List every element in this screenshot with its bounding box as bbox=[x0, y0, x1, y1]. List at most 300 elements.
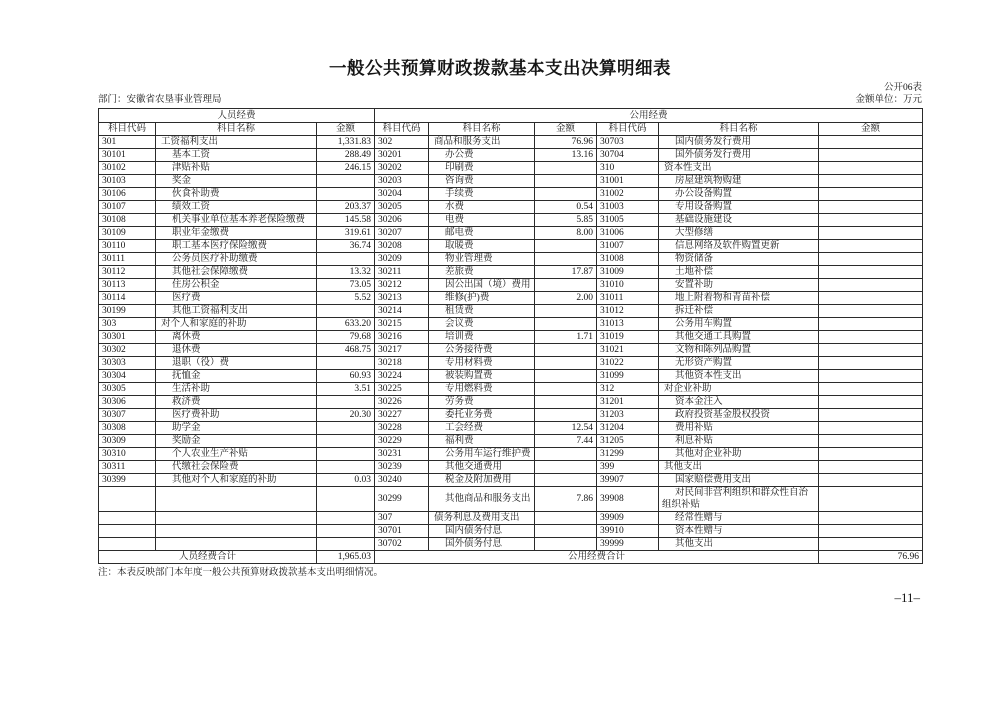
subject-name: 手续费 bbox=[429, 188, 535, 201]
subject-name: 资本金注入 bbox=[659, 396, 819, 409]
subject-code: 30305 bbox=[99, 383, 156, 396]
subject-code: 30207 bbox=[375, 227, 429, 240]
section-header-row bbox=[99, 109, 923, 123]
subject-code: 30107 bbox=[99, 201, 156, 214]
subject-name: 债务利息及费用支出 bbox=[429, 512, 535, 525]
amount-value bbox=[819, 227, 923, 240]
amount-value bbox=[819, 266, 923, 279]
table-row bbox=[99, 538, 923, 551]
amount-value bbox=[535, 512, 597, 525]
subject-name: 商品和服务支出 bbox=[429, 136, 535, 149]
subject-name: 奖金 bbox=[156, 175, 317, 188]
subject-name: 机关事业单位基本养老保险缴费 bbox=[156, 214, 317, 227]
table-row bbox=[99, 422, 923, 435]
table-row bbox=[99, 292, 923, 305]
unit-label: 金额单位：万元 bbox=[855, 95, 922, 105]
table-row bbox=[99, 331, 923, 344]
subject-code: 31205 bbox=[597, 435, 659, 448]
amount-value bbox=[535, 538, 597, 551]
subject-code: 30215 bbox=[375, 318, 429, 331]
amount-value: 73.05 bbox=[317, 279, 375, 292]
table-row bbox=[99, 279, 923, 292]
amount-value bbox=[535, 525, 597, 538]
table-row bbox=[99, 461, 923, 474]
col-header-code: 科目代码 bbox=[375, 123, 429, 136]
subject-code: 30302 bbox=[99, 344, 156, 357]
subject-code: 307 bbox=[375, 512, 429, 525]
subject-code: 30229 bbox=[375, 435, 429, 448]
subject-code: 30206 bbox=[375, 214, 429, 227]
col-header-code: 科目代码 bbox=[597, 123, 659, 136]
subject-code: 31022 bbox=[597, 357, 659, 370]
subject-code: 30307 bbox=[99, 409, 156, 422]
subject-code: 39908 bbox=[597, 487, 659, 512]
subject-name: 拆迁补偿 bbox=[659, 305, 819, 318]
amount-value bbox=[317, 422, 375, 435]
amount-value: 79.68 bbox=[317, 331, 375, 344]
amount-value: 468.75 bbox=[317, 344, 375, 357]
subject-name: 税金及附加费用 bbox=[429, 474, 535, 487]
subject-code: 30225 bbox=[375, 383, 429, 396]
amount-value: 3.51 bbox=[317, 383, 375, 396]
amount-value bbox=[819, 357, 923, 370]
table-row bbox=[99, 409, 923, 422]
amount-value bbox=[819, 396, 923, 409]
subject-name: 国内债务付息 bbox=[429, 525, 535, 538]
subject-code: 31005 bbox=[597, 214, 659, 227]
subject-name: 无形资产购置 bbox=[659, 357, 819, 370]
subject-name: 伙食补助费 bbox=[156, 188, 317, 201]
subject-code: 30216 bbox=[375, 331, 429, 344]
amount-value bbox=[819, 435, 923, 448]
table-body bbox=[99, 136, 923, 551]
subject-code: 39999 bbox=[597, 538, 659, 551]
amount-value bbox=[535, 474, 597, 487]
subject-name bbox=[156, 512, 317, 525]
amount-value bbox=[819, 487, 923, 512]
subject-name: 因公出国（境）费用 bbox=[429, 279, 535, 292]
amount-value: 203.37 bbox=[317, 201, 375, 214]
amount-value: 20.30 bbox=[317, 409, 375, 422]
subject-name: 水费 bbox=[429, 201, 535, 214]
amount-value bbox=[819, 201, 923, 214]
subject-code: 30111 bbox=[99, 253, 156, 266]
amount-value: 288.49 bbox=[317, 149, 375, 162]
amount-value bbox=[535, 162, 597, 175]
amount-value bbox=[535, 240, 597, 253]
subject-code: 30203 bbox=[375, 175, 429, 188]
amount-value: 7.44 bbox=[535, 435, 597, 448]
subject-name: 政府投资基金股权投资 bbox=[659, 409, 819, 422]
subject-code: 30399 bbox=[99, 474, 156, 487]
subject-code: 30113 bbox=[99, 279, 156, 292]
subject-code: 30106 bbox=[99, 188, 156, 201]
subject-code: 30309 bbox=[99, 435, 156, 448]
table-row bbox=[99, 512, 923, 525]
subject-code: 31099 bbox=[597, 370, 659, 383]
subject-name: 国家赔偿费用支出 bbox=[659, 474, 819, 487]
amount-value bbox=[535, 370, 597, 383]
amount-value: 5.85 bbox=[535, 214, 597, 227]
subject-code: 30299 bbox=[375, 487, 429, 512]
table-row bbox=[99, 344, 923, 357]
amount-value bbox=[819, 512, 923, 525]
page-number: –11– bbox=[894, 590, 920, 605]
budget-table bbox=[98, 108, 923, 564]
amount-value bbox=[535, 253, 597, 266]
subject-name: 职业年金缴费 bbox=[156, 227, 317, 240]
subject-name: 公务用车购置 bbox=[659, 318, 819, 331]
subject-code: 30224 bbox=[375, 370, 429, 383]
amount-value bbox=[317, 175, 375, 188]
amount-value bbox=[317, 253, 375, 266]
subject-code: 31008 bbox=[597, 253, 659, 266]
amount-value bbox=[819, 136, 923, 149]
subject-name: 专用燃料费 bbox=[429, 383, 535, 396]
amount-value bbox=[535, 305, 597, 318]
subject-code: 31021 bbox=[597, 344, 659, 357]
subject-name: 救济费 bbox=[156, 396, 317, 409]
amount-value bbox=[535, 357, 597, 370]
public-total-label: 公用经费合计 bbox=[375, 551, 819, 564]
col-header-amount: 金额 bbox=[535, 123, 597, 136]
subject-name: 邮电费 bbox=[429, 227, 535, 240]
table-row bbox=[99, 175, 923, 188]
subject-name: 其他交通工具购置 bbox=[659, 331, 819, 344]
subject-code: 30240 bbox=[375, 474, 429, 487]
subject-code: 312 bbox=[597, 383, 659, 396]
table-row bbox=[99, 188, 923, 201]
col-header-amount: 金额 bbox=[317, 123, 375, 136]
amount-value bbox=[819, 383, 923, 396]
subject-name: 其他社会保障缴费 bbox=[156, 266, 317, 279]
subject-name: 其他对企业补助 bbox=[659, 448, 819, 461]
subject-code: 31204 bbox=[597, 422, 659, 435]
subject-code bbox=[99, 512, 156, 525]
subject-code: 39907 bbox=[597, 474, 659, 487]
subject-name: 差旅费 bbox=[429, 266, 535, 279]
amount-value: 0.54 bbox=[535, 201, 597, 214]
subject-name: 土地补偿 bbox=[659, 266, 819, 279]
subject-code: 30231 bbox=[375, 448, 429, 461]
table-row bbox=[99, 357, 923, 370]
table-row bbox=[99, 318, 923, 331]
subject-code: 30306 bbox=[99, 396, 156, 409]
table-row bbox=[99, 149, 923, 162]
subject-name: 培训费 bbox=[429, 331, 535, 344]
amount-value: 1.71 bbox=[535, 331, 597, 344]
subject-code: 31019 bbox=[597, 331, 659, 344]
table-row bbox=[99, 240, 923, 253]
subject-code: 31007 bbox=[597, 240, 659, 253]
public-total-value: 76.96 bbox=[819, 551, 923, 564]
subject-name: 地上附着物和青苗补偿 bbox=[659, 292, 819, 305]
amount-value bbox=[819, 175, 923, 188]
table-row bbox=[99, 253, 923, 266]
subject-code: 30208 bbox=[375, 240, 429, 253]
table-row bbox=[99, 214, 923, 227]
table-row bbox=[99, 370, 923, 383]
subject-name: 住房公积金 bbox=[156, 279, 317, 292]
subject-code: 31010 bbox=[597, 279, 659, 292]
subject-code: 30226 bbox=[375, 396, 429, 409]
amount-value: 17.87 bbox=[535, 266, 597, 279]
subject-name: 工资福利支出 bbox=[156, 136, 317, 149]
subject-code: 30109 bbox=[99, 227, 156, 240]
subject-code: 31203 bbox=[597, 409, 659, 422]
table-row bbox=[99, 266, 923, 279]
amount-value bbox=[535, 396, 597, 409]
subject-name: 公务用车运行维护费 bbox=[429, 448, 535, 461]
subject-code: 39909 bbox=[597, 512, 659, 525]
subject-code: 30108 bbox=[99, 214, 156, 227]
subject-code: 31001 bbox=[597, 175, 659, 188]
subject-name: 基本工资 bbox=[156, 149, 317, 162]
subject-name: 其他对个人和家庭的补助 bbox=[156, 474, 317, 487]
subject-code: 31006 bbox=[597, 227, 659, 240]
table-row bbox=[99, 525, 923, 538]
amount-value: 36.74 bbox=[317, 240, 375, 253]
subject-name: 房屋建筑物购建 bbox=[659, 175, 819, 188]
subject-name: 离休费 bbox=[156, 331, 317, 344]
column-header-row bbox=[99, 123, 923, 136]
table-note: 注：本表反映部门本年度一般公共预算财政拨款基本支出明细情况。 bbox=[98, 568, 384, 578]
subject-code: 30303 bbox=[99, 357, 156, 370]
amount-value bbox=[535, 188, 597, 201]
subject-name: 其他支出 bbox=[659, 461, 819, 474]
subject-code: 31003 bbox=[597, 201, 659, 214]
subject-name: 奖励金 bbox=[156, 435, 317, 448]
table-row bbox=[99, 487, 923, 512]
amount-value bbox=[317, 461, 375, 474]
subject-name: 绩效工资 bbox=[156, 201, 317, 214]
subject-name bbox=[156, 525, 317, 538]
amount-value bbox=[317, 305, 375, 318]
subject-name: 办公费 bbox=[429, 149, 535, 162]
subject-name: 大型修缮 bbox=[659, 227, 819, 240]
subject-code: 31299 bbox=[597, 448, 659, 461]
subject-name: 代缴社会保险费 bbox=[156, 461, 317, 474]
subject-code: 30704 bbox=[597, 149, 659, 162]
table-row bbox=[99, 396, 923, 409]
amount-value bbox=[317, 396, 375, 409]
table-row bbox=[99, 136, 923, 149]
subject-name: 对民间非营利组织和群众性自治组织补贴 bbox=[659, 487, 819, 512]
amount-value bbox=[819, 318, 923, 331]
subject-code: 30101 bbox=[99, 149, 156, 162]
amount-value: 76.96 bbox=[535, 136, 597, 149]
department-label: 部门：安徽省农垦事业管理局 bbox=[98, 95, 222, 105]
subject-name: 安置补助 bbox=[659, 279, 819, 292]
subject-code: 30205 bbox=[375, 201, 429, 214]
table-row bbox=[99, 201, 923, 214]
subject-name: 其他工资福利支出 bbox=[156, 305, 317, 318]
subject-code: 310 bbox=[597, 162, 659, 175]
subject-code: 301 bbox=[99, 136, 156, 149]
amount-value bbox=[317, 448, 375, 461]
subject-name: 津贴补贴 bbox=[156, 162, 317, 175]
subject-name: 资本性支出 bbox=[659, 162, 819, 175]
amount-value bbox=[317, 525, 375, 538]
amount-value bbox=[535, 448, 597, 461]
subject-code: 30114 bbox=[99, 292, 156, 305]
subject-code: 30212 bbox=[375, 279, 429, 292]
table-row bbox=[99, 448, 923, 461]
subject-code bbox=[99, 538, 156, 551]
subject-name: 国内债务发行费用 bbox=[659, 136, 819, 149]
amount-value: 145.58 bbox=[317, 214, 375, 227]
col-header-name: 科目名称 bbox=[429, 123, 535, 136]
personnel-total-label: 人员经费合计 bbox=[99, 551, 317, 564]
subject-name: 退休费 bbox=[156, 344, 317, 357]
subject-code: 31011 bbox=[597, 292, 659, 305]
amount-value bbox=[819, 344, 923, 357]
subject-code: 30702 bbox=[375, 538, 429, 551]
subject-name: 会议费 bbox=[429, 318, 535, 331]
amount-value bbox=[535, 175, 597, 188]
subject-name: 福利费 bbox=[429, 435, 535, 448]
subject-name: 抚恤金 bbox=[156, 370, 317, 383]
amount-value: 13.32 bbox=[317, 266, 375, 279]
subject-name: 对个人和家庭的补助 bbox=[156, 318, 317, 331]
amount-value bbox=[317, 435, 375, 448]
amount-value bbox=[317, 357, 375, 370]
subject-name: 专用材料费 bbox=[429, 357, 535, 370]
subject-name: 国外债务付息 bbox=[429, 538, 535, 551]
amount-value: 0.03 bbox=[317, 474, 375, 487]
subject-code: 30301 bbox=[99, 331, 156, 344]
amount-value: 1,331.83 bbox=[317, 136, 375, 149]
amount-value bbox=[819, 461, 923, 474]
amount-value: 2.00 bbox=[535, 292, 597, 305]
subject-name: 其他支出 bbox=[659, 538, 819, 551]
col-header-name: 科目名称 bbox=[659, 123, 819, 136]
subject-name: 委托业务费 bbox=[429, 409, 535, 422]
amount-value bbox=[317, 487, 375, 512]
amount-value: 8.00 bbox=[535, 227, 597, 240]
page-title: 一般公共预算财政拨款基本支出决算明细表 bbox=[329, 58, 671, 78]
subject-name: 个人农业生产补贴 bbox=[156, 448, 317, 461]
amount-value bbox=[819, 538, 923, 551]
subject-name: 资本性赠与 bbox=[659, 525, 819, 538]
subject-name: 租赁费 bbox=[429, 305, 535, 318]
subject-name: 办公设备购置 bbox=[659, 188, 819, 201]
subject-name: 其他商品和服务支出 bbox=[429, 487, 535, 512]
subject-code: 30110 bbox=[99, 240, 156, 253]
subject-code: 399 bbox=[597, 461, 659, 474]
amount-value bbox=[819, 448, 923, 461]
table-code: 公开06表 bbox=[883, 83, 922, 93]
table-row bbox=[99, 474, 923, 487]
amount-value bbox=[535, 318, 597, 331]
total-row bbox=[99, 551, 923, 564]
subject-code: 31009 bbox=[597, 266, 659, 279]
personnel-total-value: 1,965.03 bbox=[317, 551, 375, 564]
subject-code: 30701 bbox=[375, 525, 429, 538]
col-header-name: 科目名称 bbox=[156, 123, 317, 136]
amount-value bbox=[819, 162, 923, 175]
table-row bbox=[99, 435, 923, 448]
subject-code: 31013 bbox=[597, 318, 659, 331]
amount-value bbox=[819, 370, 923, 383]
subject-code: 31201 bbox=[597, 396, 659, 409]
subject-code: 30201 bbox=[375, 149, 429, 162]
subject-code: 31012 bbox=[597, 305, 659, 318]
subject-code: 30213 bbox=[375, 292, 429, 305]
amount-value bbox=[819, 474, 923, 487]
subject-name: 其他交通费用 bbox=[429, 461, 535, 474]
subject-code: 302 bbox=[375, 136, 429, 149]
subject-name: 助学金 bbox=[156, 422, 317, 435]
subject-name: 劳务费 bbox=[429, 396, 535, 409]
subject-code: 30703 bbox=[597, 136, 659, 149]
subject-code: 30311 bbox=[99, 461, 156, 474]
subject-name: 经常性赠与 bbox=[659, 512, 819, 525]
amount-value: 60.93 bbox=[317, 370, 375, 383]
subject-name: 电费 bbox=[429, 214, 535, 227]
amount-value bbox=[819, 279, 923, 292]
subject-name bbox=[156, 487, 317, 512]
subject-name: 工会经费 bbox=[429, 422, 535, 435]
subject-name: 职工基本医疗保险缴费 bbox=[156, 240, 317, 253]
subject-name: 医疗费补助 bbox=[156, 409, 317, 422]
amount-value bbox=[819, 292, 923, 305]
subject-name: 对企业补助 bbox=[659, 383, 819, 396]
subject-code: 30217 bbox=[375, 344, 429, 357]
subject-name: 利息补贴 bbox=[659, 435, 819, 448]
subject-name: 退职（役）费 bbox=[156, 357, 317, 370]
subject-code: 30211 bbox=[375, 266, 429, 279]
amount-value bbox=[819, 253, 923, 266]
content-area bbox=[98, 82, 922, 579]
subject-code: 30218 bbox=[375, 357, 429, 370]
amount-value bbox=[819, 409, 923, 422]
amount-value: 7.86 bbox=[535, 487, 597, 512]
subject-name: 维修(护)费 bbox=[429, 292, 535, 305]
amount-value bbox=[819, 240, 923, 253]
subject-name: 公务员医疗补助缴费 bbox=[156, 253, 317, 266]
section-header-public: 公用经费 bbox=[375, 109, 923, 123]
subject-name: 咨询费 bbox=[429, 175, 535, 188]
subject-code: 30227 bbox=[375, 409, 429, 422]
amount-value bbox=[819, 214, 923, 227]
subject-name bbox=[156, 538, 317, 551]
amount-value bbox=[535, 461, 597, 474]
amount-value bbox=[819, 422, 923, 435]
subject-name: 生活补助 bbox=[156, 383, 317, 396]
amount-value bbox=[317, 538, 375, 551]
subject-code: 30308 bbox=[99, 422, 156, 435]
amount-value bbox=[317, 512, 375, 525]
subject-code: 30199 bbox=[99, 305, 156, 318]
table-row bbox=[99, 383, 923, 396]
amount-value bbox=[535, 279, 597, 292]
subject-name: 印刷费 bbox=[429, 162, 535, 175]
subject-code: 30310 bbox=[99, 448, 156, 461]
amount-value: 319.61 bbox=[317, 227, 375, 240]
subject-code: 30102 bbox=[99, 162, 156, 175]
amount-value bbox=[317, 188, 375, 201]
amount-value: 246.15 bbox=[317, 162, 375, 175]
table-row bbox=[99, 305, 923, 318]
subject-code: 39910 bbox=[597, 525, 659, 538]
subject-code: 30202 bbox=[375, 162, 429, 175]
amount-value bbox=[535, 409, 597, 422]
section-header-personnel: 人员经费 bbox=[99, 109, 375, 123]
subject-code: 30239 bbox=[375, 461, 429, 474]
subject-name: 信息网络及软件购置更新 bbox=[659, 240, 819, 253]
subject-name: 公务接待费 bbox=[429, 344, 535, 357]
